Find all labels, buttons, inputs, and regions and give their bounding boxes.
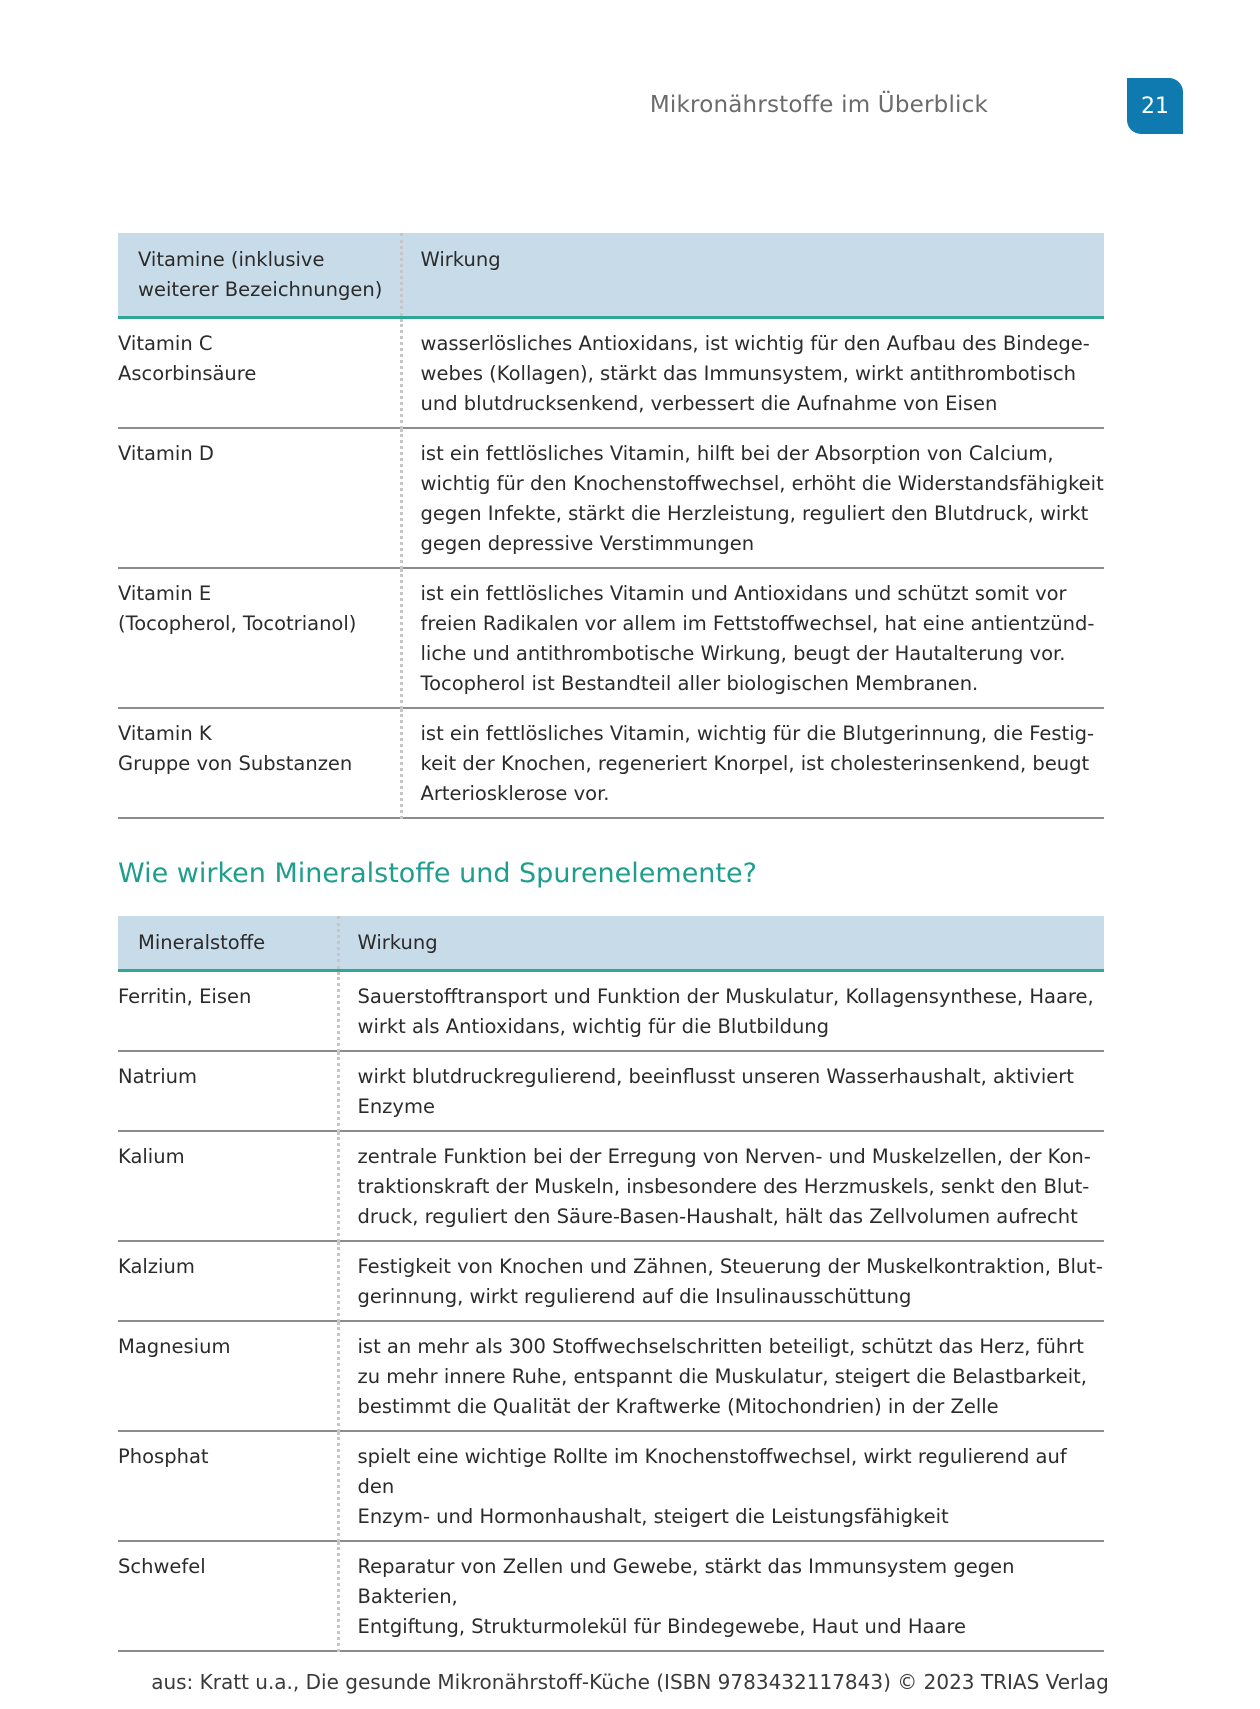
section-heading: Wie wirken Mineralstoffe und Spurenelemente?	[118, 858, 757, 889]
vitamin-table-header-effect: Wirkung	[401, 233, 1104, 318]
row-name-cell	[118, 1541, 338, 1651]
row-effect-cell	[338, 1541, 1104, 1651]
row-name-line: Vitamin D	[118, 442, 214, 465]
row-effect-line: druck, reguliert den Säure-Basen-Haushalt, hält das Zellvolumen aufrecht	[357, 1205, 1078, 1228]
table-row	[118, 971, 1104, 1052]
row-effect-line: webes (Kollagen), stärkt das Immunsystem, wirkt antithrombotisch	[420, 362, 1077, 385]
row-name-line: Phosphat	[118, 1445, 209, 1468]
row-name-line: Schwefel	[118, 1555, 206, 1578]
row-effect-line: Tocopherol ist Bestandteil aller biologischen Membranen.	[420, 672, 979, 695]
row-effect-line: wichtig für den Knochenstoffwechsel, erhöht die Widerstandsfähigkeit	[420, 472, 1104, 495]
vitamin-table-body	[118, 318, 1104, 819]
row-effect-line: traktionskraft der Muskeln, insbesondere des Herzmuskels, senkt den Blut-	[357, 1175, 1090, 1198]
row-name-line: Vitamin C	[118, 332, 213, 355]
mineral-table-body	[118, 971, 1104, 1652]
row-effect-line: Festigkeit von Knochen und Zähnen, Steuerung der Muskelkontraktion, Blut-	[357, 1255, 1103, 1278]
row-name-cell	[118, 708, 401, 818]
vitamin-table	[118, 233, 1104, 819]
row-effect-line: gegen Infekte, stärkt die Herzleistung, reguliert den Blutdruck, wirkt	[420, 502, 1089, 525]
row-name-cell	[118, 428, 401, 568]
mineral-table	[118, 916, 1104, 1652]
row-effect-line: Sauerstofftransport und Funktion der Muskulatur, Kollagensynthese, Haare,	[357, 985, 1094, 1008]
row-effect-line: liche und antithrombotische Wirkung, beugt der Hautalterung vor.	[420, 642, 1066, 665]
row-effect-line: ist ein fettlösliches Vitamin, wichtig für die Blutgerinnung, die Festig-	[420, 722, 1095, 745]
table-row	[118, 708, 1104, 818]
vitamin-table-header-row	[118, 233, 1104, 318]
row-name-line: Natrium	[118, 1065, 197, 1088]
row-effect-line: ist ein fettlösliches Vitamin, hilft bei der Absorption von Calcium,	[420, 442, 1054, 465]
row-effect-cell	[338, 1131, 1104, 1241]
row-effect-line: freien Radikalen vor allem im Fettstoffwechsel, hat eine antientzünd-	[420, 612, 1095, 635]
row-effect-cell	[401, 568, 1104, 708]
row-name-line: Gruppe von Substanzen	[118, 752, 353, 775]
vitamin-table-header-name: Vitamine (inklusive weiterer Bezeichnungen)	[118, 233, 401, 318]
table-row	[118, 568, 1104, 708]
row-name-cell	[118, 1051, 338, 1131]
table-row	[118, 1541, 1104, 1651]
row-name-cell	[118, 1321, 338, 1431]
row-name-line: Vitamin K	[118, 722, 212, 745]
row-name-cell	[118, 568, 401, 708]
row-effect-line: Entgiftung, Strukturmolekül für Bindegewebe, Haut und Haare	[357, 1615, 966, 1638]
row-effect-cell	[338, 1321, 1104, 1431]
row-effect-line: gerinnung, wirkt regulierend auf die Insulinausschüttung	[357, 1285, 912, 1308]
row-name-line: Magnesium	[118, 1335, 231, 1358]
running-head-title: Mikronährstoffe im Überblick	[649, 92, 988, 118]
row-effect-line: zentrale Funktion bei der Erregung von Nerven- und Muskelzellen, der Kon-	[357, 1145, 1091, 1168]
row-effect-line: ist ein fettlösliches Vitamin und Antioxidans und schützt somit vor	[420, 582, 1067, 605]
row-effect-line: wasserlösliches Antioxidans, ist wichtig für den Aufbau des Bindege-	[420, 332, 1090, 355]
table-row	[118, 1431, 1104, 1541]
row-effect-cell	[401, 318, 1104, 429]
page-number-badge: 21	[1127, 78, 1183, 134]
row-effect-line: Reparatur von Zellen und Gewebe, stärkt das Immunsystem gegen Bakterien,	[357, 1555, 1015, 1608]
row-effect-line: Enzym- und Hormonhaushalt, steigert die Leistungsfähigkeit	[357, 1505, 949, 1528]
row-effect-cell	[338, 1431, 1104, 1541]
row-name-cell	[118, 971, 338, 1052]
row-effect-line: wirkt blutdruckregulierend, beeinflusst unseren Wasserhaushalt, aktiviert	[357, 1065, 1074, 1088]
table-row	[118, 1321, 1104, 1431]
row-name-line: Kalium	[118, 1145, 185, 1168]
row-name-cell	[118, 1431, 338, 1541]
mineral-table-header-effect: Wirkung	[338, 916, 1104, 971]
row-effect-line: keit der Knochen, regeneriert Knorpel, ist cholesterinsenkend, beugt	[420, 752, 1090, 775]
row-effect-cell	[338, 971, 1104, 1052]
row-effect-line: bestimmt die Qualität der Kraftwerke (Mitochondrien) in der Zelle	[357, 1395, 999, 1418]
row-effect-line: Arteriosklerose vor.	[420, 782, 610, 805]
row-effect-line: Enzyme	[357, 1095, 435, 1118]
row-effect-line: zu mehr innere Ruhe, entspannt die Muskulatur, steigert die Belastbarkeit,	[357, 1365, 1087, 1388]
table-row	[118, 428, 1104, 568]
row-effect-cell	[401, 428, 1104, 568]
row-effect-cell	[338, 1051, 1104, 1131]
table-row	[118, 318, 1104, 429]
table-row	[118, 1131, 1104, 1241]
row-effect-line: ist an mehr als 300 Stoffwechselschritten beteiligt, schützt das Herz, führt	[357, 1335, 1084, 1358]
row-name-cell	[118, 318, 401, 429]
row-effect-cell	[338, 1241, 1104, 1321]
row-name-cell	[118, 1241, 338, 1321]
row-name-cell	[118, 1131, 338, 1241]
row-name-line: Vitamin E	[118, 582, 212, 605]
mineral-table-header-name: Mineralstoffe	[118, 916, 338, 971]
row-effect-cell	[401, 708, 1104, 818]
row-name-line: Ascorbinsäure	[118, 362, 257, 385]
row-name-line: Ferritin, Eisen	[118, 985, 252, 1008]
mineral-table-header-row	[118, 916, 1104, 971]
row-effect-line: gegen depressive Verstimmungen	[420, 532, 755, 555]
table-row	[118, 1241, 1104, 1321]
row-effect-line: wirkt als Antioxidans, wichtig für die Blutbildung	[357, 1015, 830, 1038]
footer-citation: aus: Kratt u.a., Die gesunde Mikronährstoff-Küche (ISBN 9783432117843) © 2023 TRIAS Verlag	[151, 1670, 1109, 1694]
row-effect-line: und blutdrucksenkend, verbessert die Aufnahme von Eisen	[420, 392, 998, 415]
row-name-line: Kalzium	[118, 1255, 195, 1278]
row-effect-line: spielt eine wichtige Rollte im Knochenstoffwechsel, wirkt regulierend auf den	[357, 1445, 1067, 1498]
table-row	[118, 1051, 1104, 1131]
row-name-line: (Tocopherol, Tocotrianol)	[118, 612, 357, 635]
